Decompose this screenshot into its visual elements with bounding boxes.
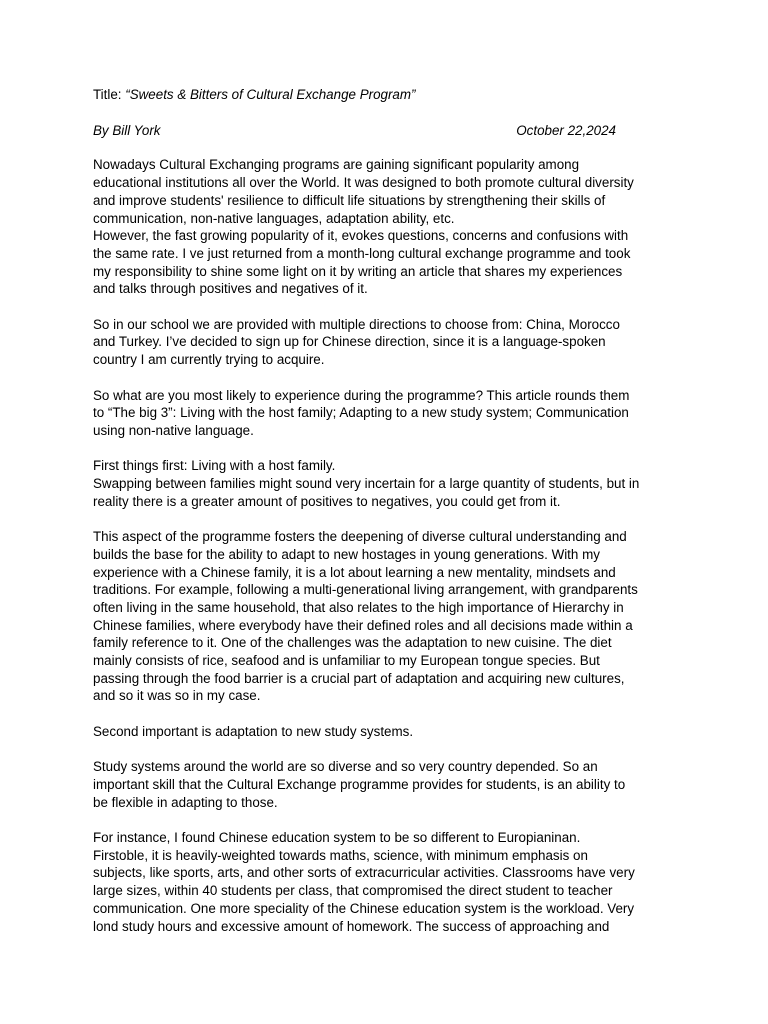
paragraph-big-three: So what are you most likely to experience during the programme? This article rounds them to “The big 3”: Living with the host family; Adapting to a new study system; Communication using non-native language. (93, 387, 630, 438)
document-page (93, 86, 678, 935)
paragraph-cultural-understanding: This aspect of the programme fosters the deepening of diverse cultural understanding and builds the base for the ability to adapt to new hostages in young generations. With my experience with a Chinese family, it is a lot about learning a new mentality, mindsets and traditions. For example, following a multi-generational living arrangement, with grandparents often living in the same household, that also relates to the high importance of Hierarchy in Chinese families, where everybody have their defined roles and all decisions made within a family reference to it. One of the challenges was the adaptation to new cuisine. The diet mainly consists of rice, seafood and is unfamiliar to my European tongue species. But passing through the food barrier is a crucial part of adaptation and acquiring new cultures, and so it was so in my case. (93, 529, 638, 704)
paragraph-intro: Nowadays Cultural Exchanging programs are gaining significant popularity among educational institutions all over the World. It was designed to both promote cultural diversity and improve students' resilience to difficult life situations by strengthening their skills of communication, non-native languages, adaptation ability, etc. However, the fast growing popularity of it, evokes questions, concerns and confusions with the same rate. I ve just returned from a month-long cultural exchange programme and took my responsibility to shine some light on it by writing an article that shares my experiences and talks through positives and negatives of it. (93, 157, 634, 297)
paragraph-study-systems-heading: Second important is adaptation to new study systems. (93, 723, 414, 739)
article-title (93, 86, 678, 104)
byline (93, 122, 616, 140)
paragraph-chinese-education: For instance, I found Chinese education system to be so different to Europianinan. Firstoble, it is heavily-weighted towards maths, science, with minimum emphasis on subjects, like sports, arts, and other sorts of extracurricular activities. Classrooms have very large sizes, within 40 students per class, that compromised the direct student to teacher communication. One more speciality of the Chinese education system is the workload. Very lond study hours and excessive amount of homework. The success of approaching and (93, 830, 635, 934)
paragraph-study-systems: Study systems around the world are so diverse and so very country depended. So an important skill that the Cultural Exchange programme provides for students, is an ability to be flexible in adapting to those. (93, 759, 626, 810)
date: October 22,2024 (516, 122, 616, 138)
paragraph-directions: So in our school we are provided with multiple directions to choose from: China, Morocco and Turkey. I’ve decided to sign up for Chinese direction, since it is a language-spoken country I am currently trying to acquire. (93, 316, 620, 368)
paragraph-host-family: First things first: Living with a host family. Swapping between families might sound very incertain for a large quantity of students, but in reality there is a greater amount of positives to negatives, you could get from it. (93, 458, 640, 509)
title-prefix: Title: (93, 87, 126, 102)
title-text: “Sweets & Bitters of Cultural Exchange Program” (125, 87, 416, 102)
author: By Bill York (93, 122, 161, 138)
